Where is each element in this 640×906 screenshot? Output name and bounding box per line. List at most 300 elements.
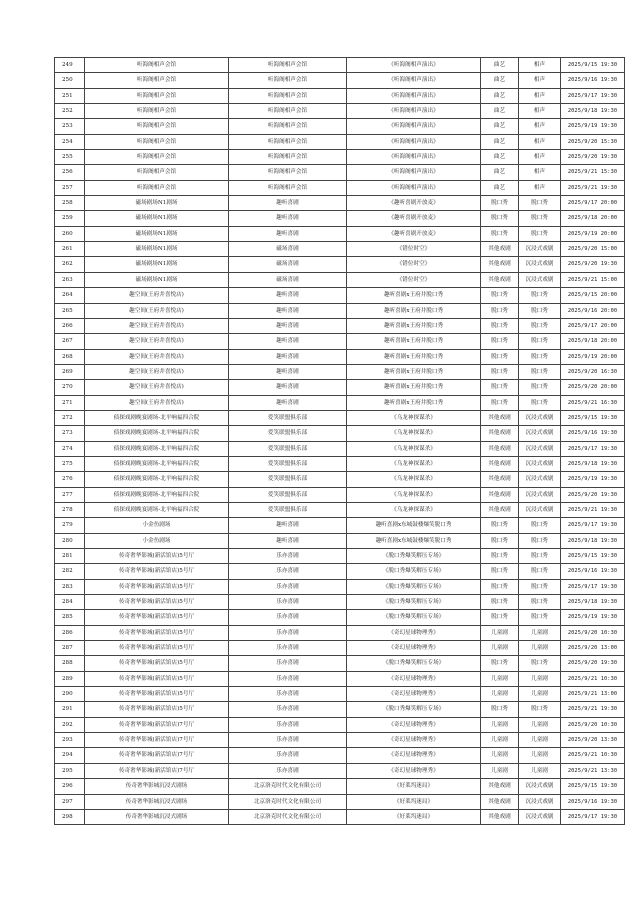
program-cell: 《听海阁相声演出》	[347, 88, 481, 103]
row-number: 258	[55, 196, 85, 211]
row-number: 262	[55, 257, 85, 272]
row-number: 271	[55, 395, 85, 410]
row-number: 272	[55, 410, 85, 425]
venue-cell: 听海阁相声会馆	[85, 104, 229, 119]
venue-cell: 侦探戏剧晚宴剧场-北平响福四合院	[85, 456, 229, 471]
subcategory-cell: 沉浸式戏剧	[519, 794, 561, 809]
table-row	[55, 733, 625, 748]
venue-cell: 趣空间(王府井喜悦店)	[85, 364, 229, 379]
venue-cell: 传奇奢华影城沉浸式剧场	[85, 779, 229, 794]
table-row	[55, 165, 625, 180]
table-row	[55, 779, 625, 794]
table-row	[55, 748, 625, 763]
datetime-cell: 2025/9/17 19:30	[561, 809, 625, 824]
table-body	[55, 58, 625, 825]
datetime-cell: 2025/9/17 20:00	[561, 318, 625, 333]
program-cell: 趣听喜剧x王府井脱口秀	[347, 349, 481, 364]
program-cell: 《错位时空》	[347, 272, 481, 287]
category-cell: 脱口秀	[481, 579, 519, 594]
datetime-cell: 2025/9/20 13:30	[561, 733, 625, 748]
category-cell: 儿童剧	[481, 733, 519, 748]
category-cell: 脱口秀	[481, 595, 519, 610]
category-cell: 其他戏剧	[481, 502, 519, 517]
venue-cell: 传奇奢华影城(新活馆店)5号厅	[85, 656, 229, 671]
organizer-cell: 乐亦喜剧	[229, 610, 347, 625]
datetime-cell: 2025/9/21 10:30	[561, 748, 625, 763]
venue-cell: 侦探戏剧晚宴剧场-北平响福四合院	[85, 426, 229, 441]
table-row	[55, 180, 625, 195]
row-number: 267	[55, 334, 85, 349]
organizer-cell: 趣听喜剧	[229, 518, 347, 533]
datetime-cell: 2025/9/15 19:30	[561, 779, 625, 794]
organizer-cell: 趣听喜剧	[229, 303, 347, 318]
row-number: 257	[55, 180, 85, 195]
category-cell: 其他戏剧	[481, 779, 519, 794]
program-cell: 《乌龙神探谋杀》	[347, 472, 481, 487]
performance-schedule-table	[54, 57, 625, 825]
category-cell: 其他戏剧	[481, 794, 519, 809]
subcategory-cell: 沉浸式戏剧	[519, 242, 561, 257]
row-number: 279	[55, 518, 85, 533]
subcategory-cell: 脱口秀	[519, 211, 561, 226]
subcategory-cell: 脱口秀	[519, 579, 561, 594]
organizer-cell: 爱笑联盟俱乐部	[229, 487, 347, 502]
program-cell: 《听海阁相声演出》	[347, 180, 481, 195]
organizer-cell: 乐亦喜剧	[229, 717, 347, 732]
program-cell: 《奇幻星球物理秀》	[347, 671, 481, 686]
row-number: 277	[55, 487, 85, 502]
subcategory-cell: 沉浸式戏剧	[519, 456, 561, 471]
venue-cell: 侦探戏剧晚宴剧场-北平响福四合院	[85, 441, 229, 456]
datetime-cell: 2025/9/18 20:00	[561, 334, 625, 349]
row-number: 289	[55, 671, 85, 686]
program-cell: 《奇幻星球物理秀》	[347, 733, 481, 748]
venue-cell: 传奇奢华影城(新活馆店)5号厅	[85, 595, 229, 610]
row-number: 251	[55, 88, 85, 103]
table-row	[55, 272, 625, 287]
organizer-cell: 乐亦喜剧	[229, 579, 347, 594]
datetime-cell: 2025/9/15 20:00	[561, 288, 625, 303]
venue-cell: 磁场剧场N1剧场	[85, 242, 229, 257]
category-cell: 曲艺	[481, 119, 519, 134]
table-row	[55, 595, 625, 610]
datetime-cell: 2025/9/19 20:00	[561, 349, 625, 364]
organizer-cell: 北京洛克时代文化有限公司	[229, 809, 347, 824]
organizer-cell: 乐亦喜剧	[229, 687, 347, 702]
program-cell: 《脱口秀爆笑解压专场》	[347, 564, 481, 579]
table-row	[55, 380, 625, 395]
category-cell: 脱口秀	[481, 702, 519, 717]
table-row	[55, 656, 625, 671]
program-cell: 《听海阁相声演出》	[347, 119, 481, 134]
subcategory-cell: 脱口秀	[519, 518, 561, 533]
row-number: 276	[55, 472, 85, 487]
subcategory-cell: 相声	[519, 104, 561, 119]
subcategory-cell: 脱口秀	[519, 610, 561, 625]
table-row	[55, 150, 625, 165]
table-row	[55, 441, 625, 456]
subcategory-cell: 脱口秀	[519, 226, 561, 241]
category-cell: 脱口秀	[481, 226, 519, 241]
venue-cell: 传奇奢华影城(新活馆店)5号厅	[85, 687, 229, 702]
program-cell: 趣听喜剧x王府井脱口秀	[347, 364, 481, 379]
organizer-cell: 爱笑联盟俱乐部	[229, 410, 347, 425]
row-number: 288	[55, 656, 85, 671]
datetime-cell: 2025/9/18 20:00	[561, 211, 625, 226]
category-cell: 其他戏剧	[481, 441, 519, 456]
datetime-cell: 2025/9/18 19:30	[561, 595, 625, 610]
venue-cell: 小金鱼剧场	[85, 533, 229, 548]
datetime-cell: 2025/9/20 19:30	[561, 487, 625, 502]
table-row	[55, 794, 625, 809]
category-cell: 其他戏剧	[481, 809, 519, 824]
row-number: 282	[55, 564, 85, 579]
table-row	[55, 58, 625, 73]
organizer-cell: 听海阁相声会馆	[229, 165, 347, 180]
subcategory-cell: 沉浸式戏剧	[519, 487, 561, 502]
row-number: 250	[55, 73, 85, 88]
category-cell: 脱口秀	[481, 288, 519, 303]
subcategory-cell: 相声	[519, 73, 561, 88]
datetime-cell: 2025/9/21 15:00	[561, 272, 625, 287]
program-cell: 《好莱坞迷局》	[347, 809, 481, 824]
venue-cell: 传奇奢华影城(新活馆店)7号厅	[85, 763, 229, 778]
datetime-cell: 2025/9/17 19:30	[561, 441, 625, 456]
program-cell: 趣听喜剧x东城鼓楼爆笑脱口秀	[347, 533, 481, 548]
row-number: 284	[55, 595, 85, 610]
organizer-cell: 趣听喜剧	[229, 395, 347, 410]
organizer-cell: 乐亦喜剧	[229, 748, 347, 763]
subcategory-cell: 脱口秀	[519, 380, 561, 395]
venue-cell: 传奇奢华影城(新活馆店)5号厅	[85, 641, 229, 656]
organizer-cell: 趣听喜剧	[229, 533, 347, 548]
datetime-cell: 2025/9/17 19:30	[561, 579, 625, 594]
row-number: 290	[55, 687, 85, 702]
program-cell: 《乌龙神探谋杀》	[347, 502, 481, 517]
organizer-cell: 趣听喜剧	[229, 288, 347, 303]
venue-cell: 听海阁相声会馆	[85, 180, 229, 195]
subcategory-cell: 沉浸式戏剧	[519, 472, 561, 487]
row-number: 265	[55, 303, 85, 318]
program-cell: 《听海阁相声演出》	[347, 58, 481, 73]
venue-cell: 侦探戏剧晚宴剧场-北平响福四合院	[85, 410, 229, 425]
venue-cell: 趣空间(王府井喜悦店)	[85, 334, 229, 349]
row-number: 259	[55, 211, 85, 226]
datetime-cell: 2025/9/20 19:30	[561, 656, 625, 671]
subcategory-cell: 沉浸式戏剧	[519, 410, 561, 425]
datetime-cell: 2025/9/20 10:30	[561, 625, 625, 640]
subcategory-cell: 相声	[519, 119, 561, 134]
subcategory-cell: 儿童剧	[519, 625, 561, 640]
category-cell: 脱口秀	[481, 549, 519, 564]
datetime-cell: 2025/9/20 20:00	[561, 380, 625, 395]
row-number: 270	[55, 380, 85, 395]
category-cell: 儿童剧	[481, 763, 519, 778]
organizer-cell: 乐亦喜剧	[229, 656, 347, 671]
row-number: 263	[55, 272, 85, 287]
venue-cell: 传奇奢华影城(新活馆店)5号厅	[85, 610, 229, 625]
category-cell: 其他戏剧	[481, 456, 519, 471]
program-cell: 《奇幻星球物理秀》	[347, 717, 481, 732]
organizer-cell: 趣听喜剧	[229, 334, 347, 349]
row-number: 278	[55, 502, 85, 517]
program-cell: 《乌龙神探谋杀》	[347, 410, 481, 425]
program-cell: 《听海阁相声演出》	[347, 134, 481, 149]
datetime-cell: 2025/9/21 13:00	[561, 687, 625, 702]
table-row	[55, 303, 625, 318]
row-number: 287	[55, 641, 85, 656]
table-row	[55, 426, 625, 441]
venue-cell: 传奇奢华影城(新活馆店)7号厅	[85, 717, 229, 732]
organizer-cell: 听海阁相声会馆	[229, 134, 347, 149]
program-cell: 《错位时空》	[347, 257, 481, 272]
organizer-cell: 趣听喜剧	[229, 211, 347, 226]
table-row	[55, 641, 625, 656]
subcategory-cell: 脱口秀	[519, 334, 561, 349]
table-row	[55, 134, 625, 149]
organizer-cell: 听海阁相声会馆	[229, 88, 347, 103]
organizer-cell: 乐亦喜剧	[229, 625, 347, 640]
subcategory-cell: 沉浸式戏剧	[519, 426, 561, 441]
venue-cell: 听海阁相声会馆	[85, 165, 229, 180]
row-number: 264	[55, 288, 85, 303]
subcategory-cell: 脱口秀	[519, 549, 561, 564]
organizer-cell: 爱笑联盟俱乐部	[229, 426, 347, 441]
category-cell: 儿童剧	[481, 625, 519, 640]
category-cell: 脱口秀	[481, 211, 519, 226]
venue-cell: 趣空间(王府井喜悦店)	[85, 288, 229, 303]
subcategory-cell: 沉浸式戏剧	[519, 272, 561, 287]
datetime-cell: 2025/9/19 19:30	[561, 610, 625, 625]
venue-cell: 传奇奢华影城(新活馆店)5号厅	[85, 702, 229, 717]
program-cell: 《好莱坞迷局》	[347, 794, 481, 809]
organizer-cell: 北京洛克时代文化有限公司	[229, 779, 347, 794]
category-cell: 脱口秀	[481, 380, 519, 395]
organizer-cell: 趣听喜剧	[229, 318, 347, 333]
subcategory-cell: 相声	[519, 58, 561, 73]
program-cell: 《脱口秀爆笑解压专场》	[347, 579, 481, 594]
category-cell: 儿童剧	[481, 641, 519, 656]
row-number: 260	[55, 226, 85, 241]
datetime-cell: 2025/9/18 19:30	[561, 456, 625, 471]
row-number: 273	[55, 426, 85, 441]
row-number: 256	[55, 165, 85, 180]
venue-cell: 传奇奢华影城(新活馆店)5号厅	[85, 579, 229, 594]
table-row	[55, 88, 625, 103]
organizer-cell: 趣听喜剧	[229, 364, 347, 379]
subcategory-cell: 儿童剧	[519, 763, 561, 778]
category-cell: 曲艺	[481, 150, 519, 165]
table-row	[55, 395, 625, 410]
category-cell: 儿童剧	[481, 748, 519, 763]
organizer-cell: 乐亦喜剧	[229, 763, 347, 778]
datetime-cell: 2025/9/16 19:30	[561, 794, 625, 809]
category-cell: 脱口秀	[481, 364, 519, 379]
row-number: 274	[55, 441, 85, 456]
table-row	[55, 226, 625, 241]
organizer-cell: 趣听喜剧	[229, 380, 347, 395]
venue-cell: 传奇奢华影城(新活馆店)5号厅	[85, 564, 229, 579]
datetime-cell: 2025/9/19 19:30	[561, 119, 625, 134]
venue-cell: 听海阁相声会馆	[85, 150, 229, 165]
datetime-cell: 2025/9/20 13:00	[561, 641, 625, 656]
organizer-cell: 北京洛克时代文化有限公司	[229, 794, 347, 809]
row-number: 281	[55, 549, 85, 564]
organizer-cell: 听海阁相声会馆	[229, 180, 347, 195]
organizer-cell: 乐亦喜剧	[229, 595, 347, 610]
row-number: 254	[55, 134, 85, 149]
organizer-cell: 磁场喜剧	[229, 242, 347, 257]
table-row	[55, 533, 625, 548]
category-cell: 曲艺	[481, 180, 519, 195]
row-number: 295	[55, 763, 85, 778]
table-row	[55, 487, 625, 502]
subcategory-cell: 儿童剧	[519, 733, 561, 748]
category-cell: 其他戏剧	[481, 257, 519, 272]
category-cell: 曲艺	[481, 88, 519, 103]
venue-cell: 传奇奢华影城(新活馆店)7号厅	[85, 748, 229, 763]
program-cell: 《错位时空》	[347, 242, 481, 257]
datetime-cell: 2025/9/16 20:00	[561, 303, 625, 318]
organizer-cell: 趣听喜剧	[229, 226, 347, 241]
table-row	[55, 579, 625, 594]
organizer-cell: 趣听喜剧	[229, 196, 347, 211]
category-cell: 其他戏剧	[481, 472, 519, 487]
subcategory-cell: 脱口秀	[519, 318, 561, 333]
program-cell: 《奇幻星球物理秀》	[347, 625, 481, 640]
table-row	[55, 518, 625, 533]
organizer-cell: 听海阁相声会馆	[229, 58, 347, 73]
venue-cell: 传奇奢华影城(新活馆店)5号厅	[85, 625, 229, 640]
row-number: 249	[55, 58, 85, 73]
program-cell: 趣听喜剧x王府井脱口秀	[347, 303, 481, 318]
category-cell: 脱口秀	[481, 610, 519, 625]
category-cell: 其他戏剧	[481, 426, 519, 441]
table-row	[55, 334, 625, 349]
table-row	[55, 104, 625, 119]
table-row	[55, 318, 625, 333]
datetime-cell: 2025/9/21 13:30	[561, 763, 625, 778]
organizer-cell: 听海阁相声会馆	[229, 119, 347, 134]
program-cell: 《奇幻星球物理秀》	[347, 687, 481, 702]
datetime-cell: 2025/9/17 19:30	[561, 88, 625, 103]
subcategory-cell: 脱口秀	[519, 533, 561, 548]
subcategory-cell: 儿童剧	[519, 671, 561, 686]
venue-cell: 听海阁相声会馆	[85, 73, 229, 88]
table-row	[55, 717, 625, 732]
subcategory-cell: 相声	[519, 165, 561, 180]
datetime-cell: 2025/9/17 20:00	[561, 196, 625, 211]
program-cell: 《脱口秀爆笑解压专场》	[347, 610, 481, 625]
program-cell: 《奇幻星球物理秀》	[347, 641, 481, 656]
venue-cell: 听海阁相声会馆	[85, 119, 229, 134]
subcategory-cell: 沉浸式戏剧	[519, 441, 561, 456]
table-row	[55, 456, 625, 471]
row-number: 297	[55, 794, 85, 809]
venue-cell: 趣空间(王府井喜悦店)	[85, 349, 229, 364]
table-row	[55, 763, 625, 778]
datetime-cell: 2025/9/21 19:30	[561, 502, 625, 517]
table-row	[55, 410, 625, 425]
subcategory-cell: 脱口秀	[519, 303, 561, 318]
row-number: 268	[55, 349, 85, 364]
organizer-cell: 爱笑联盟俱乐部	[229, 456, 347, 471]
organizer-cell: 爱笑联盟俱乐部	[229, 441, 347, 456]
subcategory-cell: 沉浸式戏剧	[519, 502, 561, 517]
subcategory-cell: 脱口秀	[519, 564, 561, 579]
category-cell: 曲艺	[481, 165, 519, 180]
row-number: 269	[55, 364, 85, 379]
program-cell: 《听海阁相声演出》	[347, 150, 481, 165]
category-cell: 儿童剧	[481, 671, 519, 686]
datetime-cell: 2025/9/20 10:30	[561, 717, 625, 732]
venue-cell: 趣空间(王府井喜悦店)	[85, 380, 229, 395]
program-cell: 《乌龙神探谋杀》	[347, 487, 481, 502]
datetime-cell: 2025/9/16 19:30	[561, 73, 625, 88]
program-cell: 《脱口秀爆笑解压专场》	[347, 595, 481, 610]
datetime-cell: 2025/9/20 19:30	[561, 150, 625, 165]
subcategory-cell: 脱口秀	[519, 702, 561, 717]
subcategory-cell: 儿童剧	[519, 717, 561, 732]
organizer-cell: 乐亦喜剧	[229, 733, 347, 748]
venue-cell: 磁场剧场N1剧场	[85, 272, 229, 287]
datetime-cell: 2025/9/21 16:30	[561, 395, 625, 410]
program-cell: 《听海阁相声演出》	[347, 73, 481, 88]
organizer-cell: 趣听喜剧	[229, 349, 347, 364]
venue-cell: 趣空间(王府井喜悦店)	[85, 395, 229, 410]
organizer-cell: 听海阁相声会馆	[229, 104, 347, 119]
program-cell: 《脱口秀爆笑解压专场》	[347, 702, 481, 717]
subcategory-cell: 脱口秀	[519, 288, 561, 303]
row-number: 296	[55, 779, 85, 794]
table-row	[55, 364, 625, 379]
program-cell: 《听海阁相声演出》	[347, 104, 481, 119]
program-cell: 《脱口秀爆笑解压专场》	[347, 656, 481, 671]
subcategory-cell: 沉浸式戏剧	[519, 809, 561, 824]
program-cell: 《乌龙神探谋杀》	[347, 456, 481, 471]
row-number: 291	[55, 702, 85, 717]
datetime-cell: 2025/9/21 19:30	[561, 180, 625, 195]
venue-cell: 传奇奢华影城沉浸式剧场	[85, 809, 229, 824]
venue-cell: 听海阁相声会馆	[85, 88, 229, 103]
category-cell: 脱口秀	[481, 196, 519, 211]
table-row	[55, 671, 625, 686]
category-cell: 脱口秀	[481, 395, 519, 410]
category-cell: 其他戏剧	[481, 272, 519, 287]
subcategory-cell: 沉浸式戏剧	[519, 779, 561, 794]
program-cell: 《乌龙神探谋杀》	[347, 441, 481, 456]
category-cell: 脱口秀	[481, 318, 519, 333]
category-cell: 其他戏剧	[481, 410, 519, 425]
venue-cell: 磁场剧场N1剧场	[85, 226, 229, 241]
row-number: 252	[55, 104, 85, 119]
organizer-cell: 乐亦喜剧	[229, 702, 347, 717]
table-row	[55, 288, 625, 303]
table-row	[55, 549, 625, 564]
row-number: 253	[55, 119, 85, 134]
subcategory-cell: 脱口秀	[519, 364, 561, 379]
organizer-cell: 磁场喜剧	[229, 257, 347, 272]
row-number: 292	[55, 717, 85, 732]
program-cell: 《趣听喜剧开放麦》	[347, 226, 481, 241]
program-cell: 《趣听喜剧开放麦》	[347, 211, 481, 226]
datetime-cell: 2025/9/18 19:30	[561, 533, 625, 548]
table-row	[55, 610, 625, 625]
venue-cell: 侦探戏剧晚宴剧场-北平响福四合院	[85, 487, 229, 502]
venue-cell: 听海阁相声会馆	[85, 58, 229, 73]
program-cell: 《听海阁相声演出》	[347, 165, 481, 180]
subcategory-cell: 脱口秀	[519, 196, 561, 211]
